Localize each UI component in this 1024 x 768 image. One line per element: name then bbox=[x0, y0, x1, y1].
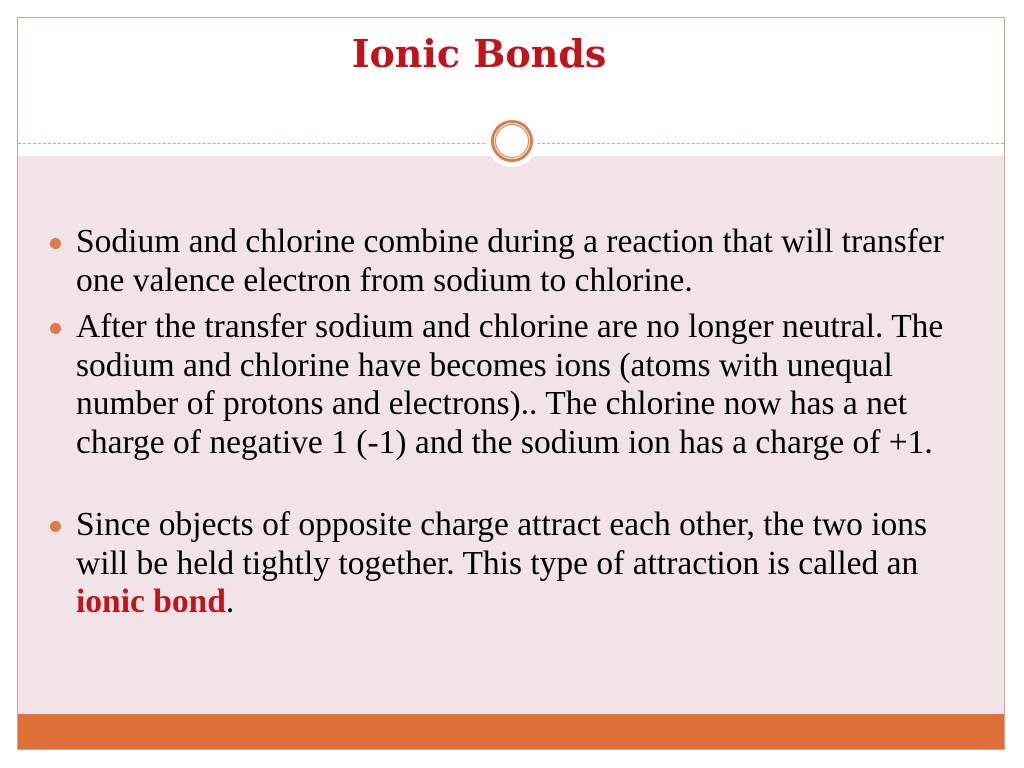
round-bullet-icon bbox=[50, 323, 61, 334]
bullet-item bbox=[48, 223, 973, 300]
footer-bar bbox=[18, 714, 1004, 749]
bullet-text-end: . bbox=[225, 583, 235, 620]
ornament-inner-ring bbox=[495, 124, 529, 158]
round-bullet-icon bbox=[50, 238, 61, 249]
bullet-text: After the transfer sodium and chlorine are no longer neutral. The sodium and chlorine have becomes ions (atoms with unequal number of protons and electrons).. The chlorine now has a net charge of negative 1 (-1) and the sodium ion has a charge of +1. bbox=[76, 308, 944, 461]
bullet-text: Sodium and chlorine combine during a reaction that will transfer one valence electron from sodium to chlorine. bbox=[76, 223, 944, 299]
bullet-list bbox=[48, 223, 973, 630]
bullet-item bbox=[48, 308, 973, 462]
bullet-item bbox=[48, 506, 973, 622]
slide-title: Ionic Bonds bbox=[351, 31, 607, 76]
bullet-text: Since objects of opposite charge attract each other, the two ions will be held tightly together. This type of attraction is called an bbox=[76, 506, 928, 582]
highlighted-term: ionic bond bbox=[76, 583, 226, 620]
round-bullet-icon bbox=[50, 521, 61, 532]
slide bbox=[17, 17, 1005, 750]
